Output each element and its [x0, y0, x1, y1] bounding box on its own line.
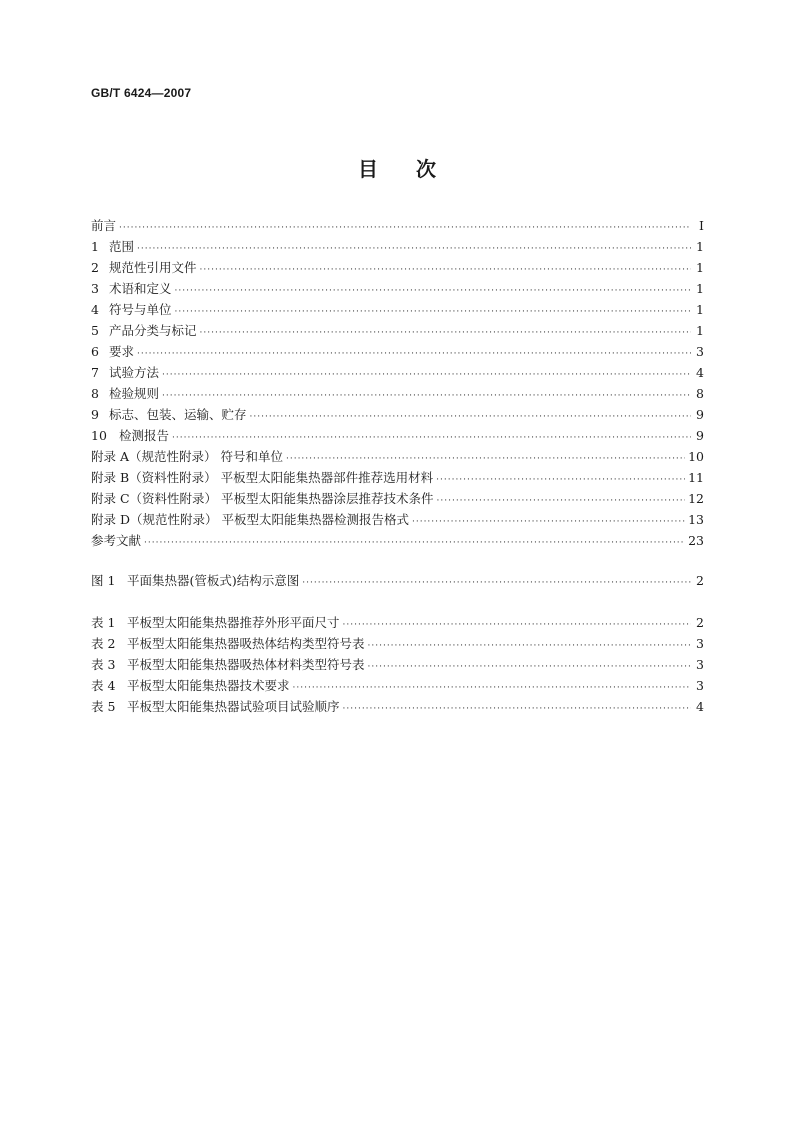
toc-tables	[91, 613, 704, 718]
leader-dots	[343, 704, 691, 714]
toc-page-number: 9	[696, 407, 704, 422]
toc-page-number: 1	[696, 323, 704, 338]
toc-entry-label: 10 检测报告	[91, 428, 170, 443]
toc-entry-label: 6 要求	[91, 344, 135, 359]
toc-entry-label: 表 2 平板型太阳能集热器吸热体结构类型符号表	[91, 636, 365, 651]
toc-entry-label: 附录 B（资料性附录） 平板型太阳能集热器部件推荐选用材料	[91, 470, 434, 485]
toc-entry-annex-d[interactable]	[91, 510, 704, 531]
toc-page-number: 1	[696, 281, 704, 296]
leader-dots	[137, 244, 691, 254]
toc-entry-bibliography[interactable]	[91, 531, 704, 552]
leader-dots	[137, 349, 691, 359]
toc-page-number: 9	[696, 428, 704, 443]
leader-dots	[293, 683, 691, 693]
leader-dots	[175, 307, 691, 317]
toc-entry-label: 附录 D（规范性附录） 平板型太阳能集热器检测报告格式	[91, 512, 409, 527]
toc-page-number: 13	[688, 512, 704, 527]
toc-entry-label: 附录 A（规范性附录） 符号和单位	[91, 449, 283, 464]
leader-dots	[412, 517, 685, 527]
toc-entry-label: 4 符号与单位	[91, 302, 172, 317]
leader-dots	[162, 370, 691, 380]
toc-page-number: 3	[696, 636, 704, 651]
toc-page-number: 11	[688, 470, 704, 485]
toc-entry-label: 参考文献	[91, 533, 142, 548]
toc-entry-table-4[interactable]	[91, 676, 704, 697]
toc-entry-label: 2 规范性引用文件	[91, 260, 197, 275]
toc-entry-annex-a[interactable]	[91, 447, 704, 468]
toc-page-number: 2	[696, 615, 704, 630]
toc-page-number: 3	[696, 344, 704, 359]
leader-dots	[368, 641, 691, 651]
toc-page-number: 4	[696, 365, 704, 380]
leader-dots	[286, 454, 685, 464]
toc-page-number: 3	[696, 657, 704, 672]
toc-entry-annex-b[interactable]	[91, 468, 704, 489]
toc-entry-requirements[interactable]	[91, 342, 704, 363]
standard-code: GB/T 6424—2007	[91, 86, 192, 100]
toc-entry-scope[interactable]	[91, 237, 704, 258]
toc-entry-label: 表 4 平板型太阳能集热器技术要求	[91, 678, 290, 693]
toc-entry-test-report[interactable]	[91, 426, 704, 447]
toc-entry-label: 5 产品分类与标记	[91, 323, 197, 338]
leader-dots	[250, 412, 691, 422]
leader-dots	[343, 620, 691, 630]
toc-entry-table-2[interactable]	[91, 634, 704, 655]
toc-page-number: 1	[696, 260, 704, 275]
toc-entry-symbols-units[interactable]	[91, 300, 704, 321]
toc-page-number: 10	[688, 449, 704, 464]
toc-page-number: 23	[688, 533, 704, 548]
toc-entry-table-3[interactable]	[91, 655, 704, 676]
toc-entry-label: 前言	[91, 218, 117, 233]
toc-entry-terms-definitions[interactable]	[91, 279, 704, 300]
toc-entry-table-5[interactable]	[91, 697, 704, 718]
toc-page-number: 2	[696, 573, 704, 588]
leader-dots	[162, 391, 691, 401]
toc-entry-label: 7 试验方法	[91, 365, 160, 380]
leader-dots	[200, 328, 691, 338]
toc-entry-annex-c[interactable]	[91, 489, 704, 510]
toc-entry-label: 图 1 平面集热器(管板式)结构示意图	[91, 573, 300, 588]
toc-entry-label: 3 术语和定义	[91, 281, 172, 296]
toc-entry-label: 表 5 平板型太阳能集热器试验项目试验顺序	[91, 699, 340, 714]
leader-dots	[436, 475, 685, 485]
toc-page-number: 3	[696, 678, 704, 693]
toc-page-number: I	[699, 218, 704, 233]
toc-page-number: 12	[688, 491, 704, 506]
toc-entry-figure-1[interactable]	[91, 571, 704, 592]
toc-entry-label: 9 标志、包装、运输、贮存	[91, 407, 247, 422]
toc-entry-foreword[interactable]	[91, 216, 704, 237]
toc-entry-label: 表 1 平板型太阳能集热器推荐外形平面尺寸	[91, 615, 340, 630]
toc-entry-label: 8 检验规则	[91, 386, 160, 401]
leader-dots	[172, 433, 691, 443]
page-title: 目次	[358, 157, 474, 181]
leader-dots	[144, 538, 685, 548]
leader-dots	[302, 578, 691, 588]
toc-entry-table-1[interactable]	[91, 613, 704, 634]
toc-entry-normative-references[interactable]	[91, 258, 704, 279]
toc-main	[91, 216, 704, 552]
toc-entry-marking-packaging[interactable]	[91, 405, 704, 426]
leader-dots	[368, 662, 691, 672]
leader-dots	[200, 265, 691, 275]
toc-page-number: 4	[696, 699, 704, 714]
toc-page-number: 8	[696, 386, 704, 401]
toc-figures	[91, 571, 704, 592]
toc-entry-label: 1 范围	[91, 239, 135, 254]
toc-page-number: 1	[696, 302, 704, 317]
toc-entry-label: 表 3 平板型太阳能集热器吸热体材料类型符号表	[91, 657, 365, 672]
toc-entry-inspection-rules[interactable]	[91, 384, 704, 405]
leader-dots	[437, 496, 686, 506]
toc-entry-test-methods[interactable]	[91, 363, 704, 384]
toc-entry-label: 附录 C（资料性附录） 平板型太阳能集热器涂层推荐技术条件	[91, 491, 434, 506]
leader-dots	[119, 223, 691, 233]
toc-page-number: 1	[696, 239, 704, 254]
toc-entry-classification[interactable]	[91, 321, 704, 342]
leader-dots	[175, 286, 691, 296]
